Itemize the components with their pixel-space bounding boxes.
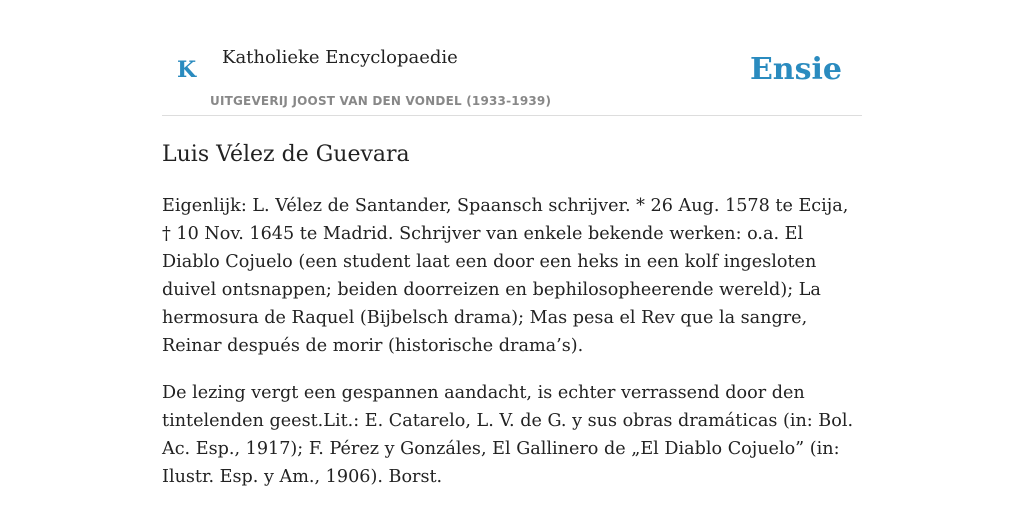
article-paragraph: Eigenlijk: L. Vélez de Santander, Spaansch schrijver. * 26 Aug. 1578 te Ecija, † 10 Nov. 1645 te Madrid. Schrijver van enkele bekende werken: o.a. El Diablo Cojuelo (een student laat een door een heks in een kolf ingesloten duivel ontsnappen; beiden doorreizen en bephilosopheerende wereld); La hermosura de Raquel (Bijbelsch drama); Mas pesa el Rev que la sangre, Reinar después de morir (historische drama’s). [162,196,849,356]
encyclopedia-title-link[interactable]: Katholieke Encyclopaedie [222,47,458,68]
ensie-brand-link[interactable]: Ensie [749,52,842,87]
article-body [162,192,862,510]
site-header [162,40,862,116]
article-title: Luis Vélez de Guevara [162,142,410,167]
publisher-label: UITGEVERIJ JOOST VAN DEN VONDEL (1933-1939) [210,94,552,108]
article-paragraph: De lezing vergt een gespannen aandacht, is echter verrassend door den tintelenden geest.Lit.: E. Catarelo, L. V. de G. y sus obras dramáticas (in: Bol. Ac. Esp., 1917); F. Pérez y Gonzáles, El Gallinero de „El Diablo Cojuelo” (in: Ilustr. Esp. y Am., 1906). Borst. [162,383,854,487]
encyclopedia-logo-link[interactable]: K [177,57,197,83]
